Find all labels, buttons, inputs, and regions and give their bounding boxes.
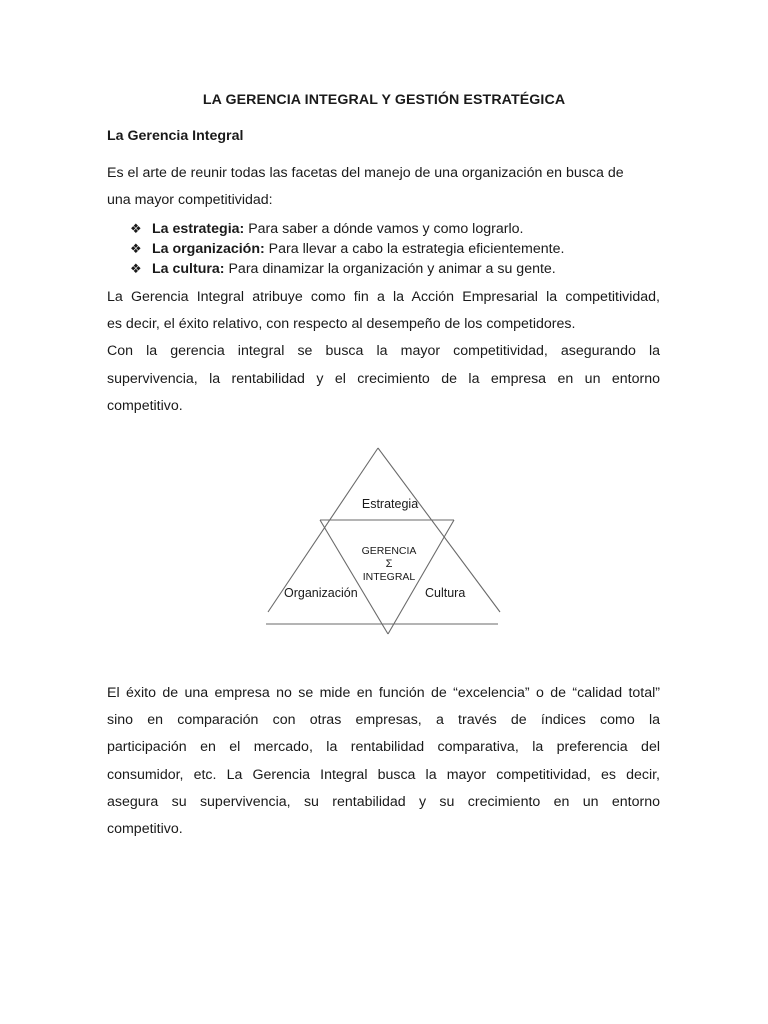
para3-line-3: participación en el mercado, la rentabilidad comparativa, la preferencia del — [107, 739, 660, 756]
para2-line-1: La Gerencia Integral atribuye como fin a la Acción Empresarial la competitividad, — [107, 289, 660, 305]
diagram-left-label: Organización — [284, 586, 358, 600]
bullet-term: La cultura: — [152, 261, 225, 277]
body-paragraph-3 — [107, 680, 660, 843]
bullet-term: La organización: — [152, 241, 265, 257]
diamond-bullet-icon: ❖ — [130, 222, 142, 237]
gerencia-triangle-diagram — [262, 440, 502, 640]
para2-line-2: es decir, el éxito relativo, con respecto al desempeño de los competidores. — [107, 316, 576, 333]
para3-line-4: consumidor, etc. La Gerencia Integral busca la mayor competitividad, es decir, — [107, 766, 660, 783]
para3-line-5: asegura su supervivencia, su rentabilidad y su crecimiento en un entorno — [107, 793, 660, 810]
bullet-list — [130, 219, 564, 279]
diamond-bullet-icon: ❖ — [130, 262, 142, 277]
diamond-bullet-icon: ❖ — [130, 242, 142, 257]
intro-line-2: una mayor competitividad: — [107, 192, 273, 209]
para2-line-3: Con la gerencia integral se busca la mayor competitividad, asegurando la — [107, 343, 660, 360]
bullet-text: Para dinamizar la organización y animar a su gente. — [224, 261, 556, 277]
list-item — [130, 259, 564, 279]
para3-line-1: El éxito de una empresa no se mide en función de “excelencia” o de “calidad total” — [107, 685, 660, 701]
diagram-center-line-1: GERENCIA — [361, 545, 417, 557]
para2-line-4: supervivencia, la rentabilidad y el crecimiento de la empresa en un entorno — [107, 370, 660, 387]
list-item — [130, 239, 564, 259]
intro-line-1: Es el arte de reunir todas las facetas del manejo de una organización en busca de — [107, 165, 624, 181]
para3-line-6: competitivo. — [107, 821, 183, 838]
intro-paragraph — [107, 160, 660, 214]
diagram-center-line-2: INTEGRAL — [362, 571, 416, 583]
section-heading: La Gerencia Integral — [107, 128, 244, 144]
para2-line-5: competitivo. — [107, 397, 183, 414]
document-title: LA GERENCIA INTEGRAL Y GESTIÓN ESTRATÉGICA — [202, 92, 566, 108]
diagram-right-label: Cultura — [425, 586, 466, 600]
para3-line-2: sino en comparación con otras empresas, a través de índices como la — [107, 712, 660, 729]
list-item — [130, 219, 564, 239]
bullet-text: Para saber a dónde vamos y como lograrlo. — [244, 221, 524, 237]
sigma-icon: Σ — [385, 558, 393, 570]
body-paragraph-2 — [107, 284, 660, 420]
diagram-top-label: Estrategia — [361, 497, 419, 511]
bullet-text: Para llevar a cabo la estrategia eficientemente. — [264, 241, 565, 257]
bullet-term: La estrategia: — [152, 221, 245, 237]
